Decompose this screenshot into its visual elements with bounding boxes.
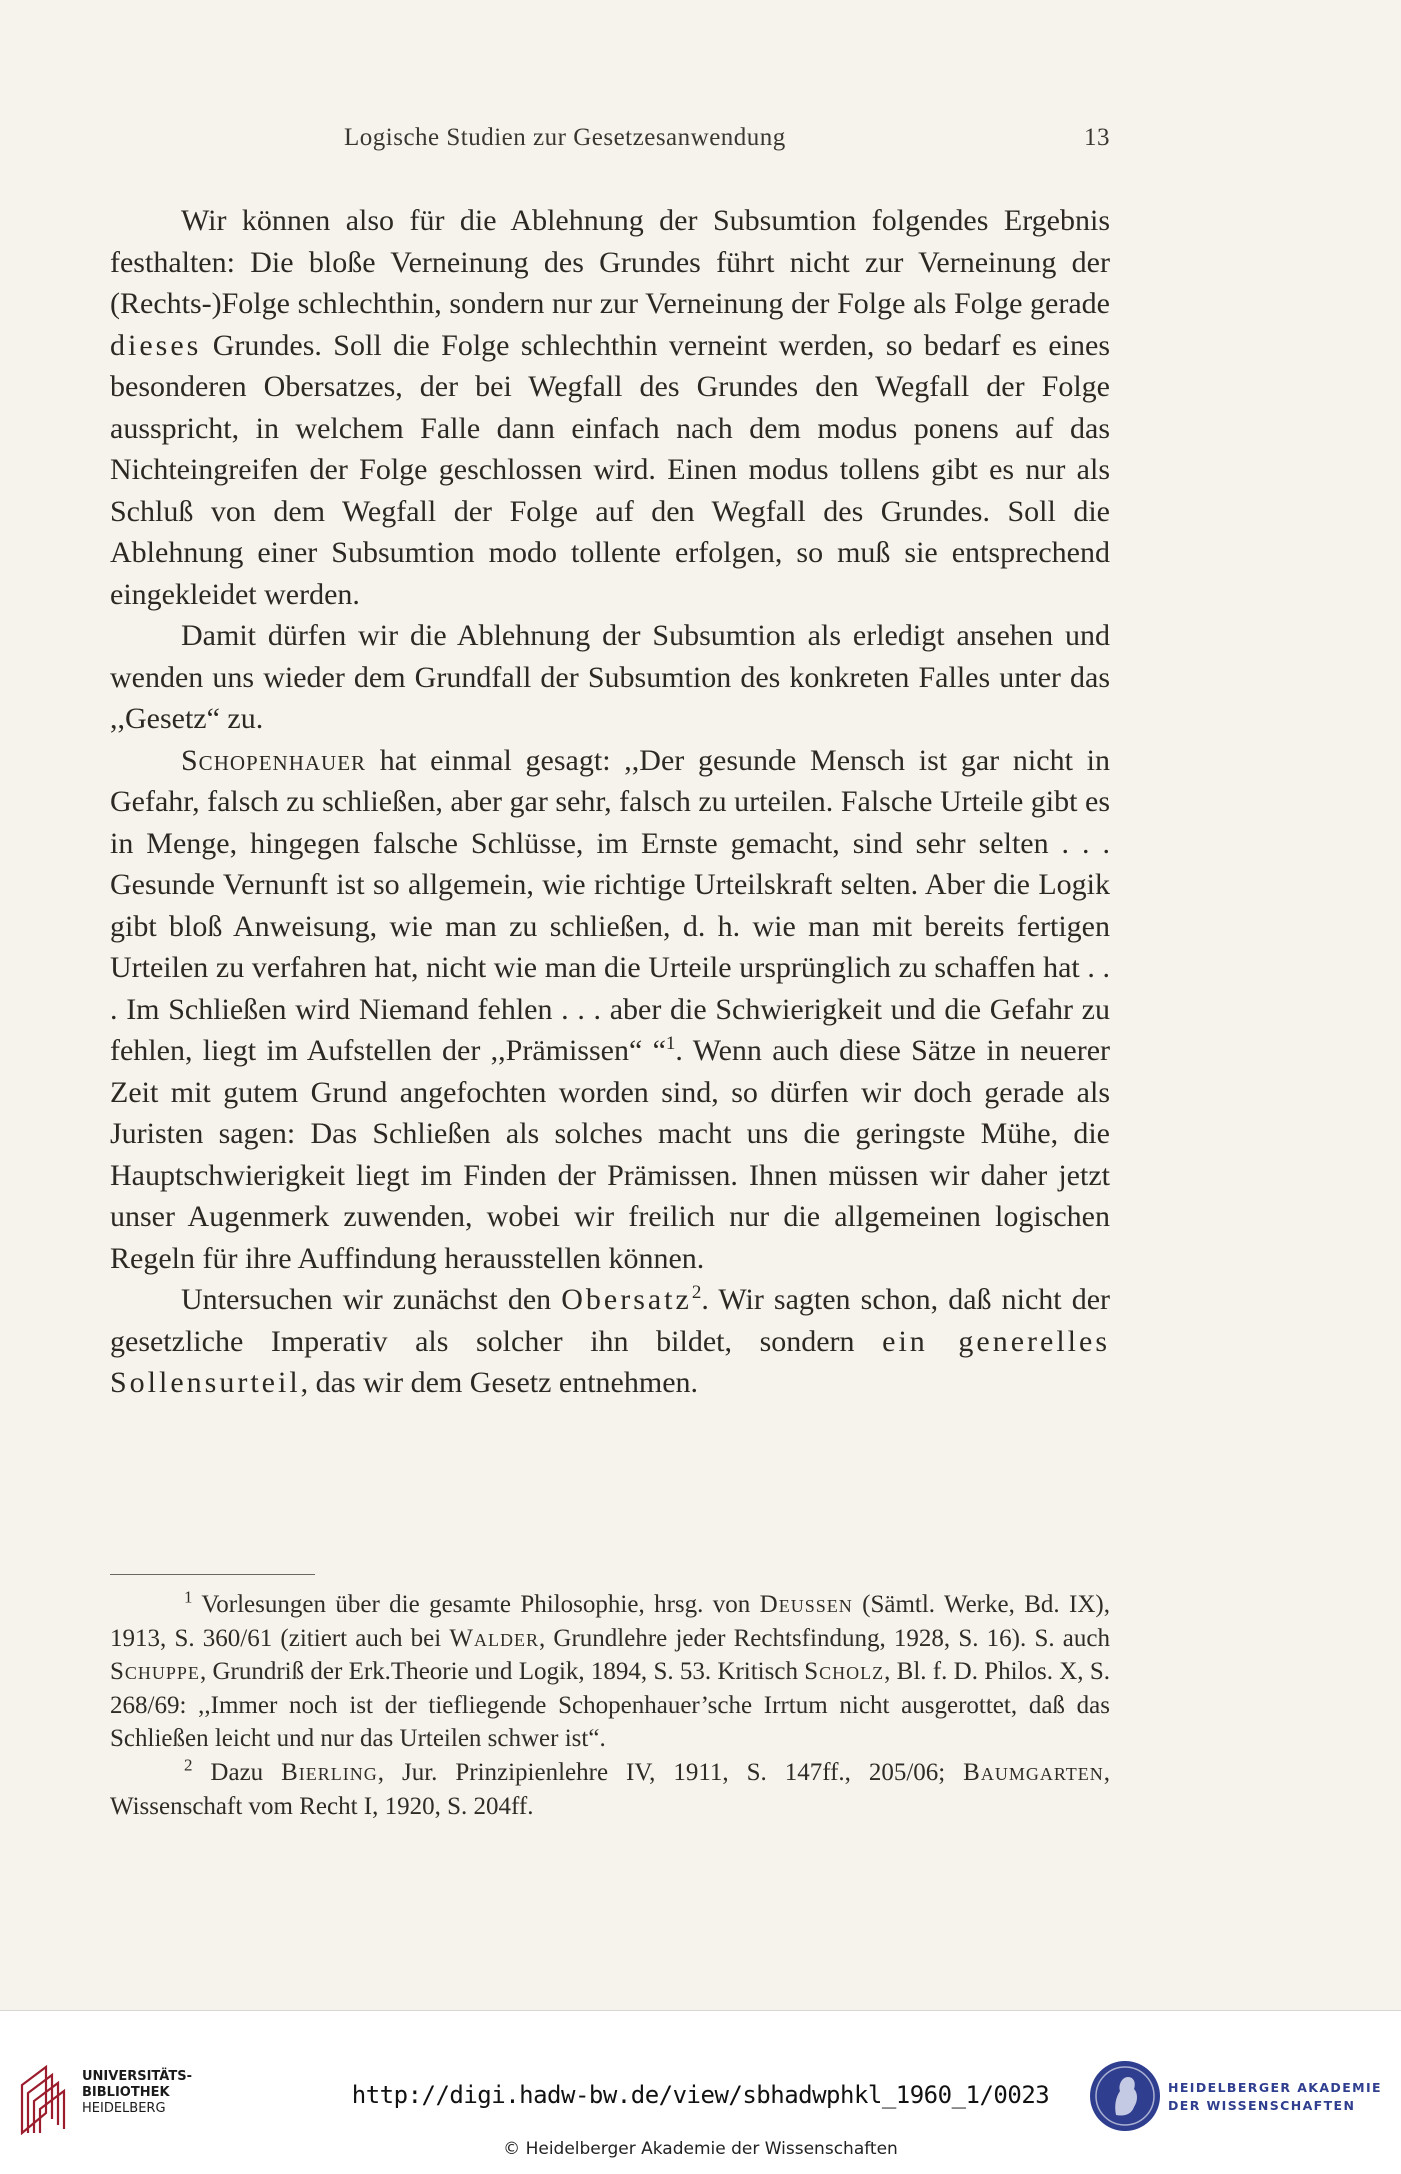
- footnote-divider: [110, 1574, 315, 1575]
- author-name: Schuppe: [110, 1658, 200, 1686]
- author-name: Baumgarten: [963, 1758, 1104, 1786]
- spaced-emphasis: ein generelles Sollensurteil: [110, 1324, 1111, 1399]
- library-city: HEIDELBERG: [82, 2101, 166, 2116]
- text-span: , Bl. f. D. Philos. X, S. 268/69: ,,Immer noch ist der tiefliegende Schopenhauer’sche Irrtum nicht ausgerottet, daß das Schließen leicht und nur das Urteilen schwer ist“.: [110, 1658, 1110, 1753]
- library-name-line: UNIVERSITÄTS-: [82, 2069, 192, 2084]
- text-span: , Grundlehre jeder Rechtsfindung, 1928, S. 16). S. auch: [538, 1624, 1110, 1652]
- page-number: 13: [1084, 124, 1110, 151]
- text-span: hat einmal gesagt: ,,Der gesunde Mensch ist gar nicht in Gefahr, falsch zu schließen, aber gar sehr, falsch zu urteilen. Falsche Urteile gibt es in Menge, hingegen falsche Schlüsse, im Ernste gemacht, sind sehr selten . . . Gesunde Vernunft ist so allgemein, wie richtige Urteilskraft selten. Aber die Logik gibt bloß Anweisung, wie man zu schließen, d. h. wie man mit bereits fertigen Urteilen zu verfahren hat, nicht wie man die Urteile ursprünglich zu schaffen hat . . . Im Schließen wird Niemand fehlen . . . aber die Schwierigkeit und die Gefahr zu fehlen, liegt im Aufstellen der ,,Prämissen“ “: [110, 743, 1110, 1067]
- text-span: Dazu: [192, 1758, 282, 1786]
- body-text: [110, 200, 1110, 1404]
- academy-seal-icon: [1090, 2061, 1160, 2131]
- text-span: . Wir sagten schon, daß nicht der gesetzliche Imperativ als solcher ihn bildet, sondern: [110, 1283, 1110, 1358]
- footnotes: [110, 1588, 1110, 1823]
- text-span: Vorlesungen über die gesamte Philosophie, hrsg. von: [192, 1591, 760, 1618]
- footnote-mark: 1: [184, 1587, 193, 1607]
- text-span: , Grundriß der Erk.Theorie und Logik, 1894, S. 53. Kritisch: [199, 1658, 805, 1686]
- academy-name-line: HEIDELBERGER AKADEMIE: [1168, 2080, 1382, 2095]
- paragraph-2: Damit dürfen wir die Ablehnung der Subsumtion als erledigt ansehen und wenden uns wieder dem Grundfall der Subsumtion des konkreten Falles unter das ,,Gesetz“ zu.: [110, 619, 1110, 735]
- paragraph-1: [110, 200, 1110, 615]
- running-title: Logische Studien zur Gesetzesanwendung: [344, 124, 786, 151]
- author-name: Deussen: [759, 1591, 853, 1618]
- text-span: , das wir dem Gesetz entnehmen.: [300, 1366, 699, 1399]
- permalink-url[interactable]: http://digi.hadw-bw.de/view/sbhadwphkl_1960_1/0023: [351, 2081, 1050, 2109]
- library-name-line: BIBLIOTHEK: [82, 2085, 170, 2100]
- author-name: Walder: [449, 1624, 539, 1652]
- text-span: (Sämtl. Werke, Bd. IX), 1913, S. 360/61 (zitiert auch bei: [110, 1591, 1110, 1652]
- paragraph-4: [110, 1279, 1110, 1404]
- academy-name-line: DER WISSENSCHAFTEN: [1168, 2098, 1356, 2113]
- footnote-2: [110, 1756, 1110, 1823]
- footnote-ref-1: 1: [665, 1033, 676, 1054]
- footnote-mark: 2: [184, 1755, 193, 1775]
- author-name: Scholz: [804, 1658, 885, 1686]
- footnote-1: [110, 1588, 1110, 1756]
- author-name: Schopenhauer: [181, 743, 367, 777]
- text-span: , Jur. Prinzipienlehre IV, 1911, S. 147ff., 205/06;: [377, 1758, 964, 1786]
- academy-name: [1168, 2079, 1382, 2115]
- paragraph-3: [110, 740, 1110, 1280]
- copyright-notice: © Heidelberger Akademie der Wissenschaften: [503, 2139, 898, 2159]
- text-span: Untersuchen wir zunächst den: [181, 1283, 562, 1316]
- text-span: . Wenn auch diese Sätze in neuerer Zeit mit gutem Grund angefochten worden sind, so dürfen wir doch gerade als Juristen sagen: Das Schließen als solches macht uns die geringste Mühe, die Hauptschwierigkeit liegt im Finden der Prämissen. Ihnen müssen wir daher jetzt unser Augenmerk zuwenden, wobei wir freilich nur die allgemeinen logischen Regeln für ihre Auffindung herausstellen können.: [110, 1034, 1110, 1275]
- spaced-emphasis: dieses: [110, 328, 202, 362]
- text-span: , Wissenschaft vom Recht I, 1920, S. 204ff.: [110, 1758, 1110, 1820]
- viewer-footer: [0, 2010, 1401, 2174]
- text-span: Grundes. Soll die Folge schlechthin verneint werden, so bedarf es eines besonderen Obersatzes, der bei Wegfall des Grundes den Wegfall der Folge ausspricht, in welchem Falle dann einfach nach dem modus ponens auf das Nichteingreifen der Folge geschlossen wird. Einen modus tollens gibt es nur als Schluß von dem Wegfall der Folge auf den Wegfall des Grundes. Soll die Ablehnung einer Subsumtion modo tollente erfolgen, so muß sie entsprechend eingekleidet werden.: [110, 328, 1110, 611]
- spaced-emphasis: Obersatz: [561, 1283, 692, 1316]
- text-span: Wir können also für die Ablehnung der Subsumtion folgendes Ergebnis festhalten: Die bloße Verneinung des Grundes führt nicht zur Verneinung der (Rechts-)Folge schlechthin, sondern nur zur Verneinung der Folge als Folge gerade: [110, 204, 1110, 320]
- footnote-ref-2: 2: [691, 1282, 702, 1303]
- author-name: Bierling: [281, 1758, 378, 1786]
